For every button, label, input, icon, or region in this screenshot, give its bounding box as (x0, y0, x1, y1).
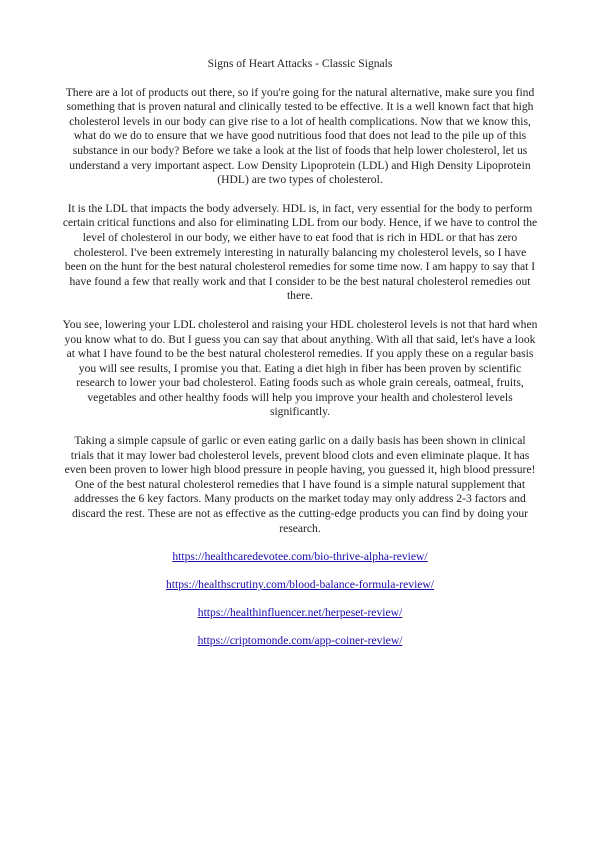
link-blood-balance-formula-review[interactable]: https://healthscrutiny.com/blood-balance-formula-review/ (165, 578, 435, 592)
link-bio-thrive-alpha-review[interactable]: https://healthcaredevotee.com/bio-thrive-alpha-review/ (172, 550, 428, 564)
link-app-coiner-review[interactable]: https://criptomonde.com/app-coiner-review/ (197, 634, 403, 648)
link-herpeset-review[interactable]: https://healthinfluencer.net/herpeset-review/ (197, 606, 403, 620)
document-title: Signs of Heart Attacks - Classic Signals (207, 57, 393, 70)
link-list (62, 550, 538, 649)
paragraph-1: There are a lot of products out there, so if you're going for the natural alternative, make sure you find something that is proven natural and clinically tested to be effective. It is a well known fact that high cholesterol levels in our body can give rise to a lot of health complications. Now that we know this, what do we do to ensure that we have good nutritious food that does not lead to the pile up of this substance in our body? Before we take a look at the list of foods that help lower cholesterol, let us understand a very important aspect. Low Density Lipoprotein (LDL) and High Density Lipoprotein (HDL) are two types of cholesterol. (65, 85, 535, 187)
paragraph-4: Taking a simple capsule of garlic or even eating garlic on a daily basis has been shown in clinical trials that it may lower bad cholesterol levels, prevent blood clots and even eliminate plaque. It has even been proven to lower high blood pressure in people having, you guessed it, high blood pressure! One of the best natural cholesterol remedies that I have found is a simple natural supplement that addresses the 6 key factors. Many products on the market today may only address 2-3 factors and discard the rest. These are not as effective as the cutting-edge products you can find by doing your research. (64, 434, 536, 535)
paragraph-3: You see, lowering your LDL cholesterol and raising your HDL cholesterol levels is not that hard when you know what to do. But I guess you can say that about anything. With all that said, let's have a look at what I have found to be the best natural cholesterol remedies. If you apply these on a regular basis you will see results, I promise you that. Eating a diet high in fiber has been proven by scientific research to lower your bad cholesterol. Eating foods such as whole grain cereals, oatmeal, fruits, vegetables and other healthy foods will help you improve your health and cholesterol levels significantly. (62, 317, 538, 419)
paragraph-2: It is the LDL that impacts the body adversely. HDL is, in fact, very essential for the body to perform certain critical functions and also for eliminating LDL from our body. Hence, if we have to control the level of cholesterol in our body, we either have to eat food that is rich in HDL or that has zero cholesterol. I've been extremely interesting in naturally balancing my cholesterol levels, so I have been on the hunt for the best natural cholesterol remedies for some time now. I am happy to say that I have found a few that really work and that I consider to be the best natural cholesterol remedies out there. (62, 201, 538, 303)
document-page (62, 57, 538, 662)
